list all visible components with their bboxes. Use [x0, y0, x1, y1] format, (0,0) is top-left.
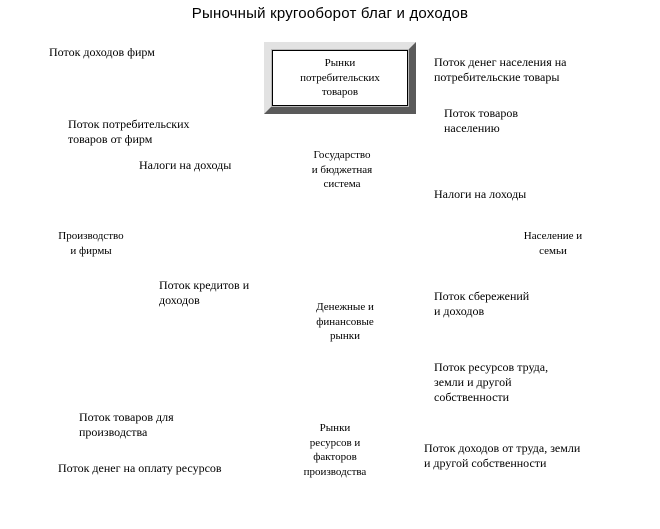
flow-goods-from-firms: Поток потребительских товаров от фирм: [68, 117, 190, 146]
flow-credits-and-income: Поток кредитов и доходов: [159, 278, 250, 307]
households-node: Население и семьи: [523, 230, 583, 257]
flow-resources: Поток ресурсов труда, земли и другой собственности: [434, 360, 549, 404]
flow-savings-and-income: Поток сбережений и доходов: [434, 289, 530, 318]
consumer-market-node: Рынки потребительских товаров: [300, 57, 380, 99]
flow-firm-income: Поток доходов фирм: [49, 45, 155, 59]
flow-resource-payments: Поток денег на оплату ресурсов: [58, 461, 222, 475]
financial-markets-node: Денежные и финансовые рынки: [316, 301, 374, 342]
flow-household-taxes: Налоги на лоходы: [434, 187, 527, 201]
flow-household-spending: Поток денег населения на потребительские товары: [434, 55, 567, 84]
diagram-title: Рыночный кругооборот благ и доходов: [191, 5, 469, 22]
flow-resource-income: Поток доходов от труда, земли и другой собственности: [424, 441, 581, 470]
flow-firm-taxes: Налоги на доходы: [139, 158, 232, 172]
government-node: Государство и бюджетная система: [311, 149, 373, 190]
resource-markets-node: Рынки ресурсов и факторов производства: [303, 422, 367, 478]
firms-node: Производство и фирмы: [58, 230, 124, 257]
consumer-market-frame: [264, 42, 416, 114]
flow-goods-to-households: Поток товаров населению: [444, 106, 519, 135]
flow-production-goods: Поток товаров для производства: [79, 410, 174, 439]
